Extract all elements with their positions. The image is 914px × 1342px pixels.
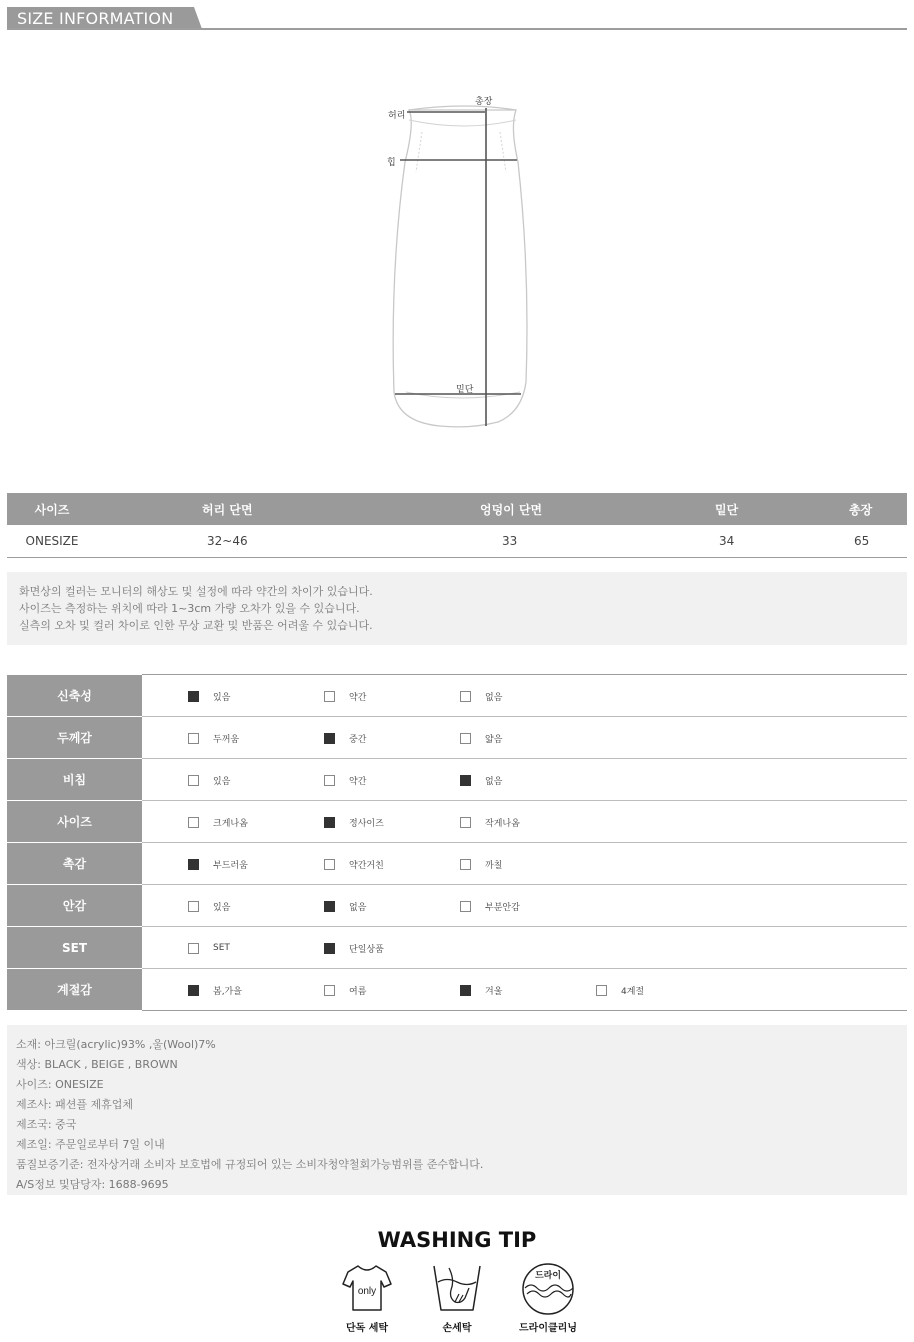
attribute-option-label: 얇음: [485, 734, 503, 745]
attribute-option[interactable]: [324, 731, 366, 745]
washing-title: WASHING TIP: [377, 1228, 537, 1252]
table-cell: ONESIZE: [7, 525, 97, 558]
dry-clean-icon-text: 드라이: [534, 1271, 562, 1281]
notice-line: 사이즈는 측정하는 위치에 따라 1~3cm 가량 오차가 있을 수 있습니다.: [19, 602, 360, 615]
unchecked-box-icon[interactable]: [460, 901, 471, 912]
attribute-options: [142, 717, 907, 759]
info-line: 색상: BLACK , BEIGE , BROWN: [16, 1058, 178, 1071]
checked-box-icon[interactable]: [324, 817, 335, 828]
attribute-options: [142, 843, 907, 885]
wash-caption-alone: 단독 세탁: [345, 1323, 389, 1334]
attribute-row: [7, 717, 907, 759]
attribute-option-label: 있음: [213, 776, 231, 787]
notice-line: 실측의 오차 및 컬러 차이로 인한 무상 교환 및 반품은 어려울 수 있습니다.: [19, 619, 373, 632]
wash-caption-hand: 손세탁: [442, 1323, 472, 1334]
header-cell: 엉덩이 단면: [352, 493, 607, 525]
unchecked-box-icon[interactable]: [188, 775, 199, 786]
info-line: 품질보증기준: 전자상거래 소비자 보호법에 규정되어 있는 소비자청약철회가능범위를 준수합니다.: [16, 1158, 484, 1171]
section-title: SIZE INFORMATION: [17, 9, 174, 28]
attribute-option[interactable]: [324, 773, 366, 787]
unchecked-box-icon[interactable]: [324, 859, 335, 870]
attribute-options: [142, 885, 907, 927]
attribute-option[interactable]: [188, 899, 230, 913]
unchecked-box-icon[interactable]: [188, 817, 199, 828]
attribute-option[interactable]: [324, 941, 384, 955]
header-cell: 허리 단면: [97, 493, 352, 525]
attribute-option-label: 작게나옴: [485, 818, 520, 829]
tshirt-only-icon: [341, 1262, 393, 1314]
attribute-table: [7, 674, 907, 1011]
diagram-label-length: 총장: [475, 97, 493, 107]
attribute-option-label: 약간: [349, 776, 367, 787]
attribute-row: [7, 675, 907, 717]
unchecked-box-icon[interactable]: [188, 943, 199, 954]
info-line: 제조일: 주문일로부터 7일 이내: [16, 1138, 165, 1151]
attribute-option-label: 있음: [213, 902, 231, 913]
unchecked-box-icon[interactable]: [460, 691, 471, 702]
attribute-option-label: 없음: [485, 776, 503, 787]
attribute-option[interactable]: [460, 773, 502, 787]
attribute-label: 촉감: [7, 843, 142, 885]
unchecked-box-icon[interactable]: [460, 733, 471, 744]
checked-box-icon[interactable]: [324, 943, 335, 954]
dry-clean-icon: [521, 1262, 575, 1316]
attribute-option-label: 단일상품: [349, 944, 384, 955]
attribute-option[interactable]: [188, 857, 248, 871]
product-info-box: [7, 1025, 907, 1195]
attribute-option[interactable]: [188, 689, 230, 703]
attribute-option[interactable]: [188, 773, 230, 787]
wash-caption-dry: 드라이클리닝: [519, 1323, 577, 1334]
attribute-option[interactable]: [460, 857, 502, 871]
unchecked-box-icon[interactable]: [460, 817, 471, 828]
attribute-option-label: 약간: [349, 692, 367, 703]
unchecked-box-icon[interactable]: [324, 985, 335, 996]
tshirt-icon-text: only: [357, 1286, 377, 1297]
attribute-row: [7, 759, 907, 801]
attribute-options: [142, 801, 907, 843]
attribute-option[interactable]: [324, 983, 366, 997]
attribute-row: [7, 843, 907, 885]
attribute-row: [7, 801, 907, 843]
attribute-label: 두께감: [7, 717, 142, 759]
diagram-label-hem: 밑단: [456, 385, 474, 395]
attribute-option-label: 없음: [349, 902, 367, 913]
attribute-option[interactable]: [460, 689, 502, 703]
attribute-option-label: 중간: [349, 734, 367, 745]
notice-line: 화면상의 컬러는 모니터의 해상도 및 설정에 따라 약간의 차이가 있습니다.: [19, 585, 373, 598]
attribute-option-label: SET: [213, 943, 230, 953]
attribute-option-label: 약간거친: [349, 860, 384, 871]
notice-box: [7, 572, 907, 645]
table-cell: 33: [352, 525, 607, 558]
attribute-option[interactable]: [324, 899, 366, 913]
unchecked-box-icon[interactable]: [188, 733, 199, 744]
attribute-option[interactable]: [324, 815, 384, 829]
attribute-label: 계절감: [7, 969, 142, 1011]
attribute-option[interactable]: [460, 899, 520, 913]
header-cell: 총장: [787, 493, 907, 525]
attribute-option[interactable]: [596, 983, 644, 997]
unchecked-box-icon[interactable]: [188, 901, 199, 912]
checked-box-icon[interactable]: [460, 775, 471, 786]
info-line: A/S정보 및담당자: 1688-9695: [16, 1178, 169, 1191]
size-table-header: [7, 493, 907, 525]
table-cell: 65: [787, 525, 907, 558]
attribute-option-label: 까칠: [485, 860, 503, 871]
info-line: 제조국: 중국: [16, 1118, 77, 1131]
attribute-label: 안감: [7, 885, 142, 927]
hand-wash-icon: [431, 1262, 483, 1314]
attribute-row: [7, 927, 907, 969]
attribute-option-label: 부분안감: [485, 902, 520, 913]
attribute-option[interactable]: [188, 815, 248, 829]
checked-box-icon[interactable]: [460, 985, 471, 996]
attribute-option[interactable]: [324, 689, 366, 703]
attribute-option[interactable]: [188, 983, 242, 997]
attribute-option[interactable]: [188, 941, 230, 955]
attribute-option[interactable]: [324, 857, 384, 871]
checked-box-icon[interactable]: [188, 859, 199, 870]
unchecked-box-icon[interactable]: [324, 691, 335, 702]
diagram-label-hip: 힙: [387, 158, 396, 168]
info-line: 제조사: 패션플 제휴업체: [16, 1098, 133, 1111]
attribute-options: [142, 969, 907, 1011]
unchecked-box-icon[interactable]: [596, 985, 607, 996]
attribute-option-label: 겨울: [485, 986, 503, 997]
header-cell: 밑단: [607, 493, 787, 525]
attribute-label: 비침: [7, 759, 142, 801]
attribute-option[interactable]: [188, 731, 239, 745]
unchecked-box-icon[interactable]: [324, 775, 335, 786]
attribute-option-label: 크게나옴: [213, 818, 248, 829]
attribute-row: [7, 969, 907, 1011]
attribute-label: 신축성: [7, 675, 142, 717]
info-line: 사이즈: ONESIZE: [16, 1078, 104, 1091]
attribute-option[interactable]: [460, 731, 502, 745]
unchecked-box-icon[interactable]: [460, 859, 471, 870]
header-cell: 사이즈: [7, 493, 97, 525]
info-line: 소재: 아크릴(acrylic)93% ,울(Wool)7%: [16, 1038, 216, 1051]
attribute-option-label: 봄,가을: [213, 986, 242, 997]
attribute-label: 사이즈: [7, 801, 142, 843]
attribute-row: [7, 885, 907, 927]
checked-box-icon[interactable]: [324, 901, 335, 912]
attribute-options: [142, 927, 907, 969]
attribute-options: [142, 675, 907, 717]
checked-box-icon[interactable]: [188, 985, 199, 996]
diagram-label-waist: 허리: [388, 111, 406, 121]
attribute-option[interactable]: [460, 815, 520, 829]
attribute-option-label: 4계절: [621, 986, 645, 997]
size-table: [7, 493, 907, 558]
attribute-option-label: 정사이즈: [349, 818, 384, 829]
attribute-option-label: 부드러움: [213, 860, 248, 871]
table-cell: 32~46: [97, 525, 352, 558]
attribute-options: [142, 759, 907, 801]
attribute-option-label: 여름: [349, 986, 367, 997]
checked-box-icon[interactable]: [324, 733, 335, 744]
attribute-option-label: 두꺼움: [213, 734, 240, 745]
attribute-label: SET: [7, 927, 142, 969]
attribute-option[interactable]: [460, 983, 502, 997]
table-row: [7, 525, 907, 558]
header-divider: [7, 28, 907, 30]
table-cell: 34: [607, 525, 787, 558]
checked-box-icon[interactable]: [188, 691, 199, 702]
attribute-option-label: 있음: [213, 692, 231, 703]
attribute-option-label: 없음: [485, 692, 503, 703]
